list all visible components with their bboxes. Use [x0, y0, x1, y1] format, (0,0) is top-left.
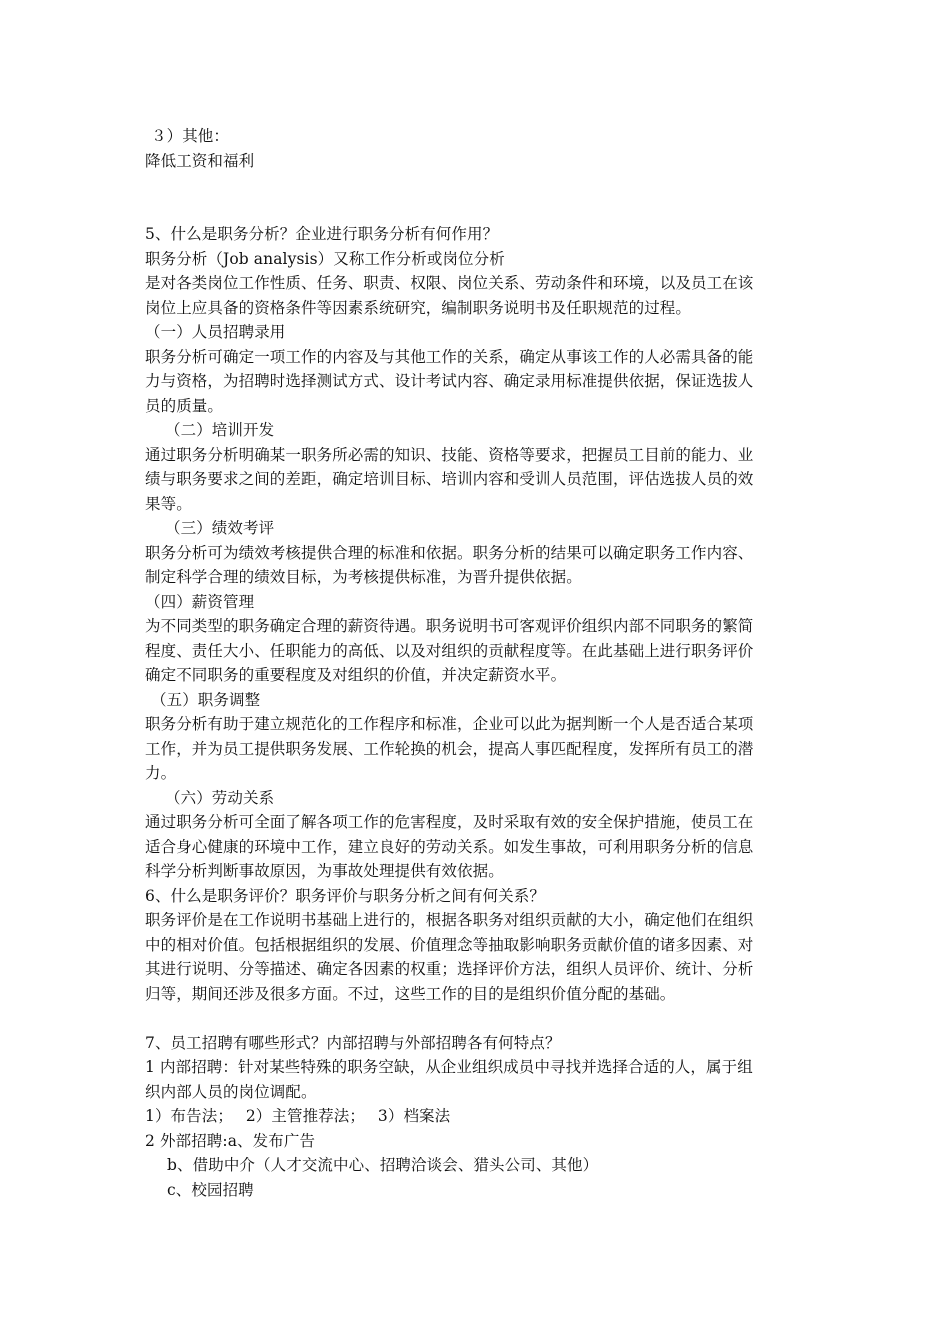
document-page [145, 124, 811, 1202]
text-line: 归等，期间还涉及很多方面。不过，这些工作的目的是组织价值分配的基础。 [145, 984, 676, 1003]
section-heading: （一）人员招聘录用 [145, 323, 286, 341]
question-heading: 7、员工招聘有哪些形式？内部招聘与外部招聘各有何特点？ [145, 1033, 561, 1052]
text-line: 职务评价是在工作说明书基础上进行的，根据各职务对组织贡献的大小，确定他们在组织 [145, 911, 754, 929]
text-line: 力与资格，为招聘时选择测试方式、设计考试内容、确定录用标准提供依据，保证选拔人 [145, 372, 754, 390]
text-line: 职务分析有助于建立规范化的工作程序和标准，企业可以此为据判断一个人是否适合某项 [145, 715, 754, 733]
text-line: 绩与职务要求之间的差距，确定培训目标、培训内容和受训人员范围，评估选拔人员的效 [145, 470, 754, 488]
text-line: c、校园招聘 [167, 1180, 254, 1199]
text-line: 通过职务分析可全面了解各项工作的危害程度，及时采取有效的安全保护措施，使员工在 [145, 813, 754, 831]
text-line: 中的相对价值。包括根据组织的发展、价值理念等抽取影响职务贡献价值的诸多因素、对 [145, 935, 754, 954]
section-heading: （二）培训开发 [165, 421, 275, 439]
text-line: 制定科学合理的绩效目标，为考核提供标准，为晋升提供依据。 [145, 568, 582, 586]
text-line: 职务分析（Job analysis）又称工作分析或岗位分析 [145, 249, 505, 268]
text-line: 确定不同职务的重要程度及对组织的价值，并决定薪资水平。 [145, 666, 567, 684]
text-line: 适合身心健康的环境中工作，建立良好的劳动关系。如发生事故，可利用职务分析的信息 [145, 837, 754, 856]
text-line: 降低工资和福利 [145, 151, 255, 170]
text-line: 其进行说明、分等描述、确定各因素的权重；选择评价方法，组织人员评价、统计、分析 [145, 960, 754, 978]
text-line: 程度、责任大小、任职能力的高低、以及对组织的贡献程度等。在此基础上进行职务评价 [145, 641, 754, 660]
section-heading: （三）绩效考评 [165, 519, 275, 537]
text-line: 织内部人员的岗位调配。 [145, 1082, 317, 1101]
text-line: 2 外部招聘:a、发布广告 [145, 1131, 316, 1150]
text-line: 员的质量。 [145, 396, 224, 415]
section-heading: （五）职务调整 [151, 690, 261, 709]
text-line: b、借助中介（人才交流中心、招聘洽谈会、猎头公司、其他） [167, 1156, 599, 1174]
text-line: 是对各类岗位工作性质、任务、职责、权限、岗位关系、劳动条件和环境，以及员工在该 [145, 274, 754, 292]
text-line: 通过职务分析明确某一职务所必需的知识、技能、资格等要求，把握员工目前的能力、业 [145, 445, 754, 464]
blank-gap [145, 1006, 811, 1031]
question-heading: 5、什么是职务分析？企业进行职务分析有何作用？ [145, 225, 499, 243]
text-line: 1）布告法； 2）主管推荐法； 3）档案法 [145, 1107, 451, 1125]
section-heading: （四）薪资管理 [145, 592, 255, 611]
text-line: 为不同类型的职务确定合理的薪资待遇。职务说明书可客观评价组织内部不同职务的繁简 [145, 617, 754, 635]
text-line: 岗位上应具备的资格条件等因素系统研究，编制职务说明书及任职规范的过程。 [145, 298, 692, 317]
text-line: 果等。 [145, 494, 192, 513]
text-line: 力。 [145, 764, 177, 782]
text-line: 工作，并为员工提供职务发展、工作轮换的机会，提高人事匹配程度，发挥所有员工的潜 [145, 739, 754, 758]
question-heading: 6、什么是职务评价？职务评价与职务分析之间有何关系？ [145, 886, 545, 905]
text-line: 1 内部招聘：针对某些特殊的职务空缺，从企业组织成员中寻找并选择合适的人，属于组 [145, 1058, 753, 1076]
blank-gap [145, 173, 811, 222]
section-heading: （六）劳动关系 [165, 788, 275, 807]
text-line: 职务分析可确定一项工作的内容及与其他工作的关系，确定从事该工作的人必需具备的能 [145, 347, 754, 366]
text-line: 职务分析可为绩效考核提供合理的标准和依据。职务分析的结果可以确定职务工作内容、 [145, 543, 754, 562]
text-line: ３）其他： [151, 127, 230, 145]
text-line: 科学分析判断事故原因，为事故处理提供有效依据。 [145, 862, 504, 880]
